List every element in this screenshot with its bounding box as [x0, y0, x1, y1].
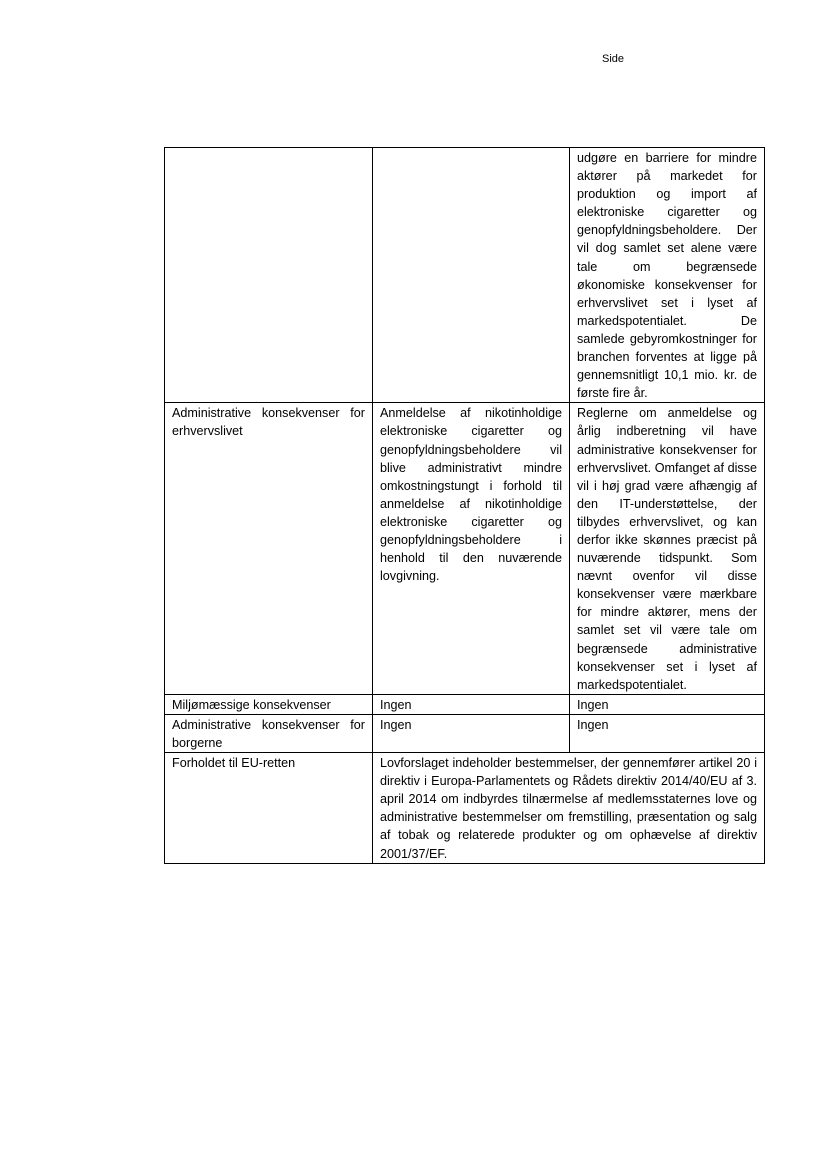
- negative-consequence-cell: Reglerne om anmeldelse og årlig indberetning vil have administrative konsekvenser for erhvervslivet. Omfanget af disse vil i høj grad være afhængig af den IT-understøttelse, der tilbydes erhvervslivet, og kan derfor ikke skønnes præcist på nuværende tidspunkt. Som nævnt ovenfor vil disse konsekvenser være mærkbare for mindre aktører, mens der samlet set vil være tale om begrænsede administrative konsekvenser set i lyset af markedspotentialet.: [570, 403, 765, 695]
- row-label-cell: Forholdet til EU-retten: [165, 753, 373, 864]
- negative-consequence-cell: Ingen: [570, 694, 765, 714]
- eu-law-cell: Lovforslaget indeholder bestemmelser, der gennemfører artikel 20 i direktiv i Europa-Parlamentets og Rådets direktiv 2014/40/EU af 3. april 2014 om indbyrdes tilnærmelse af medlemsstaternes love og administrative bestemmelser om fremstilling, præsentation og salg af tobak og relaterede produkter og om ophævelse af direktiv 2001/37/EF.: [373, 753, 765, 864]
- negative-consequence-cell: udgøre en barriere for mindre aktører på markedet for produktion og import af elektroniske cigaretter og genopfyldningsbeholdere. Der vil dog samlet set alene være tale om begrænsede økonomiske konsekvenser for erhvervslivet set i lyset af markedspotentialet. De samlede gebyromkostninger for branchen forventes at ligge på gennemsnitligt 10,1 mio. kr. de første fire år.: [570, 148, 765, 403]
- row-label-cell: Administrative konsekvenser for erhvervslivet: [165, 403, 373, 695]
- table-row: [165, 714, 765, 752]
- row-label-cell: [165, 148, 373, 403]
- positive-consequence-cell: Ingen: [373, 694, 570, 714]
- table-row: [165, 403, 765, 695]
- table-row: [165, 753, 765, 864]
- table-row: [165, 148, 765, 403]
- positive-consequence-cell: Ingen: [373, 714, 570, 752]
- page-label: Side: [602, 53, 625, 65]
- negative-consequence-cell: Ingen: [570, 714, 765, 752]
- row-label-cell: Administrative konsekvenser for borgerne: [165, 714, 373, 752]
- row-label-cell: Miljømæssige konsekvenser: [165, 694, 373, 714]
- positive-consequence-cell: Anmeldelse af nikotinholdige elektroniske cigaretter og genopfyldningsbeholdere vil blive administrativt mindre omkostningstungt i forhold til anmeldelse af nikotinholdige elektroniske cigaretter og genopfyldningsbeholdere i henhold til den nuværende lovgivning.: [373, 403, 570, 695]
- consequences-table: [164, 147, 765, 864]
- positive-consequence-cell: [373, 148, 570, 403]
- table-row: [165, 694, 765, 714]
